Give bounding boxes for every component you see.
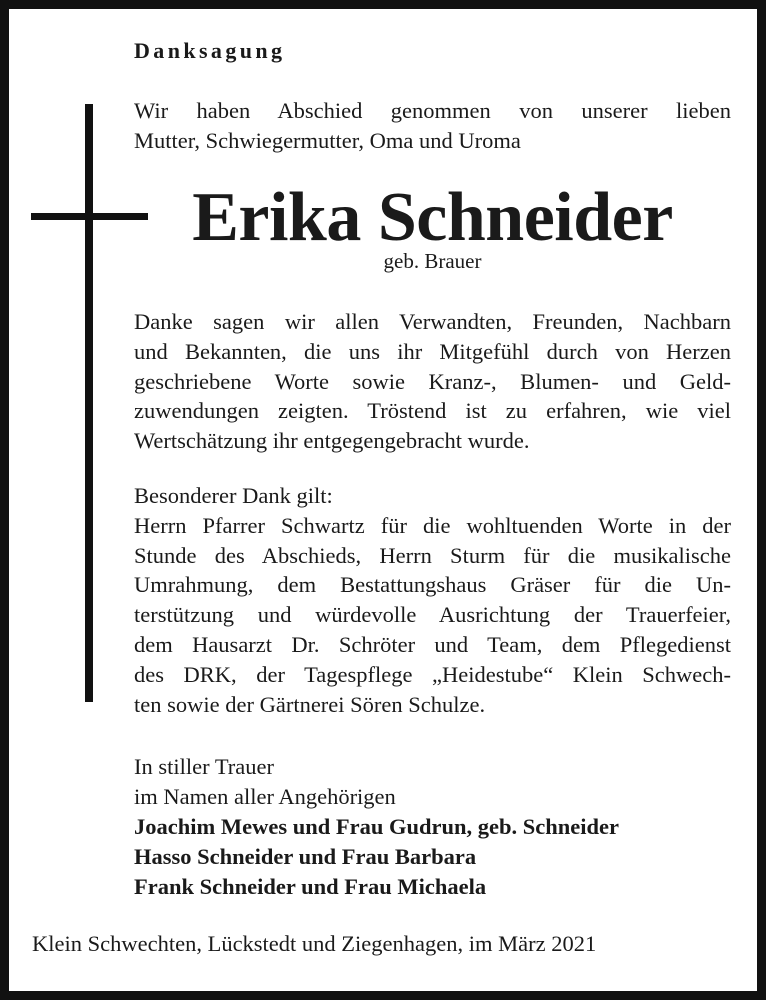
- deceased-name: Erika Schneider: [192, 179, 673, 256]
- text-line: Wertschätzung ihr entgegengebracht wurde.: [134, 428, 530, 454]
- special-thanks-title: Besonderer Dank gilt:: [134, 483, 333, 508]
- mourners-block: [134, 752, 619, 902]
- text-line: des DRK, der Tagespflege „Heidestube“ Klein Schwech-: [134, 661, 731, 687]
- birth-name: geb. Brauer: [383, 249, 482, 273]
- mourner-name: Joachim Mewes und Frau Gudrun, geb. Schneider: [134, 814, 620, 839]
- mourner-name: Frank Schneider und Frau Michaela: [134, 874, 487, 899]
- intro-line: Mutter, Schwiegermutter, Oma und Uroma: [134, 128, 521, 153]
- cross-icon-vertical-bar: [85, 104, 93, 702]
- mourning-line: In stiller Trauer: [134, 754, 274, 779]
- text-line: terstützung und würdevolle Ausrichtung der Trauerfeier,: [134, 602, 731, 628]
- place-and-date: Klein Schwechten, Lückstedt und Ziegenhagen, im März 2021: [32, 931, 597, 956]
- mourning-line: im Namen aller Angehörigen: [134, 784, 396, 809]
- text-line: zuwendungen zeigten. Tröstend ist zu erfahren, wie viel: [134, 398, 731, 424]
- intro-line: Wir haben Abschied genommen von unserer lieben: [134, 98, 731, 123]
- intro-text: [134, 96, 731, 156]
- text-line: dem Hausarzt Dr. Schröter und Team, dem Pflegedienst: [134, 631, 731, 657]
- text-line: Herrn Pfarrer Schwartz für die wohltuenden Worte in der: [134, 512, 731, 538]
- text-line: geschriebene Worte sowie Kranz-, Blumen- und Geld-: [134, 368, 731, 394]
- text-line: Stunde des Abschieds, Herrn Sturm für die musikalische: [134, 542, 731, 568]
- mourner-name: Hasso Schneider und Frau Barbara: [134, 844, 477, 869]
- text-line: ten sowie der Gärtnerei Sören Schulze.: [134, 691, 486, 717]
- text-line: Umrahmung, dem Bestattungshaus Gräser für die Un-: [134, 572, 731, 598]
- text-line: und Bekannten, die uns ihr Mitgefühl durch von Herzen: [134, 338, 731, 364]
- text-line: Danke sagen wir allen Verwandten, Freunden, Nachbarn: [134, 309, 731, 334]
- notice-heading: Danksagung: [134, 38, 286, 63]
- cross-icon-horizontal-bar: [31, 213, 148, 220]
- thanks-paragraph: [134, 307, 731, 456]
- special-thanks-paragraph: [134, 481, 731, 719]
